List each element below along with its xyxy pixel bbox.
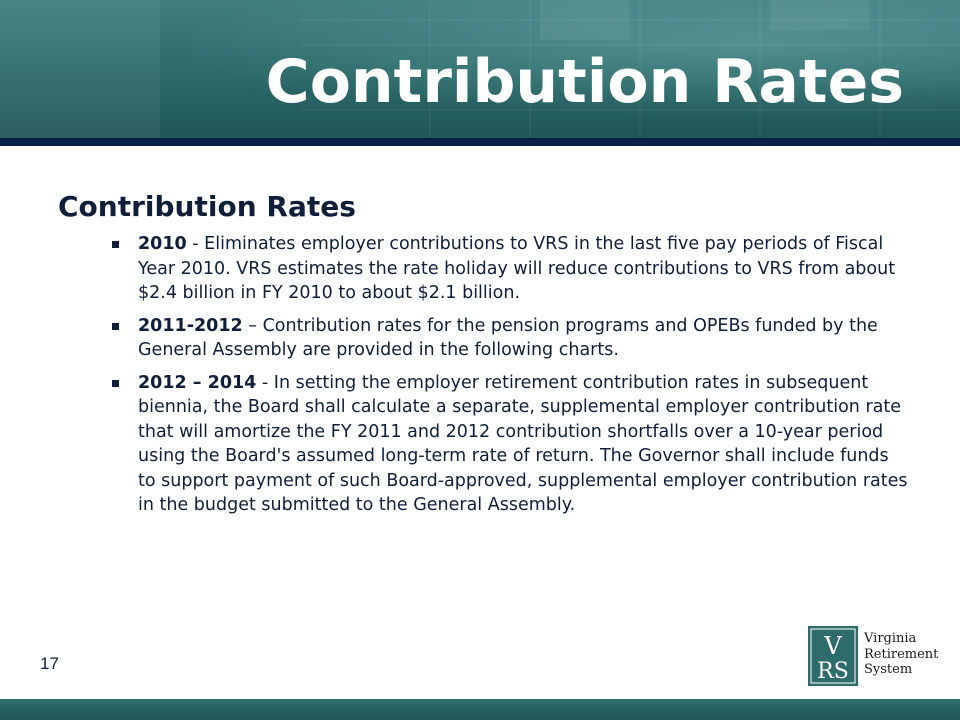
bullet-text: - Eliminates employer contributions to VRS in the last five pay periods of Fiscal Year 2010. VRS estimates the rate holiday will reduce contributions to VRS from about $2.4 billion in FY 2010 to about $2.1 billion. (138, 234, 896, 303)
bullet-item-2010 (108, 232, 908, 306)
bullet-item-2011-2012 (108, 314, 908, 363)
footer-band (0, 699, 960, 720)
logo-line-1: Virginia (864, 631, 917, 646)
logo-mark-top: V (824, 632, 842, 660)
vrs-logo-mark (808, 626, 858, 686)
bullet-list (108, 232, 908, 526)
vrs-logo (808, 626, 938, 686)
square-bullet-icon (112, 380, 119, 387)
square-bullet-icon (112, 323, 119, 330)
square-bullet-icon (112, 241, 119, 248)
page-number: 17 (40, 654, 59, 673)
content-heading: Contribution Rates (58, 190, 356, 223)
logo-line-2: Retirement (864, 646, 939, 662)
vrs-logo-text (864, 631, 938, 678)
header-divider (0, 138, 960, 146)
logo-line-3: System (864, 662, 913, 677)
bullet-item-2012-2014 (108, 371, 908, 518)
slide-title: Contribution Rates (265, 47, 904, 117)
bullet-text: - In setting the employer retirement contribution rates in subsequent biennia, the Board shall calculate a separate, supplemental employer contribution rate that will amortize the FY 2011 and 2012 contribution shortfalls over a 10-year period using the Board's assumed long-term rate of return. The Governor shall include funds to support payment of such Board-approved, supplemental employer contribution rates in the budget submitted to the General Assembly. (138, 372, 908, 515)
bullet-year: 2010 (138, 234, 187, 254)
bullet-year: 2012 – 2014 (138, 372, 257, 393)
header-banner (0, 0, 960, 138)
bullet-text: – Contribution rates for the pension programs and OPEBs funded by the General Assembly are provided in the following charts. (138, 315, 878, 360)
bullet-year: 2011-2012 (138, 315, 243, 336)
logo-mark-bottom: RS (817, 659, 849, 684)
